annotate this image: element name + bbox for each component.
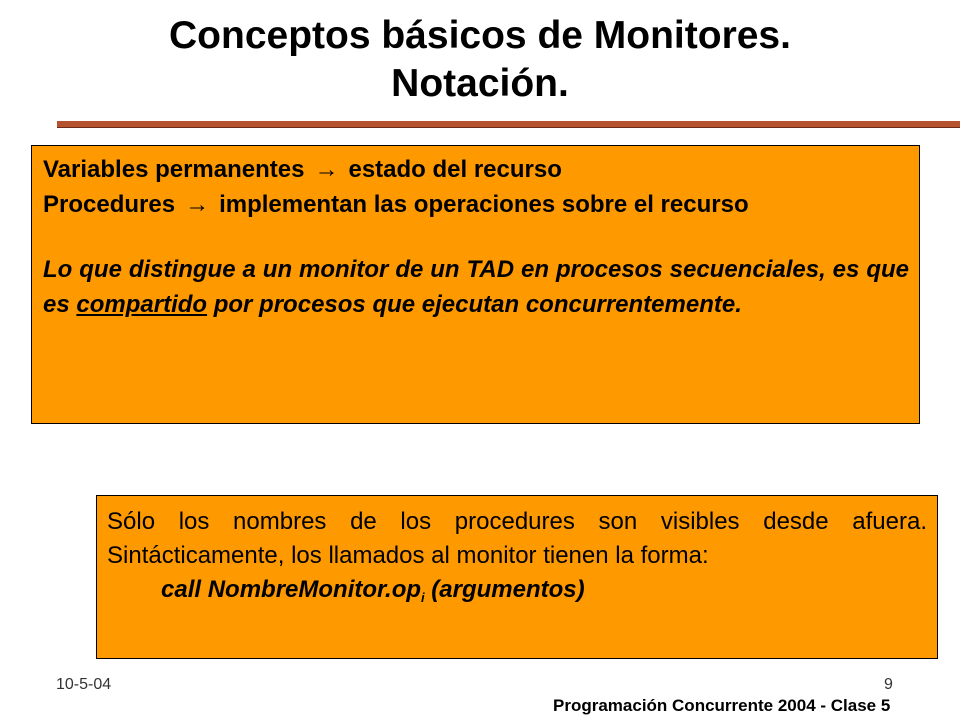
visibility-paragraph: Sólo los nombres de los procedures son visibles desde afuera. Sintácticamente, los llamados al monitor tienen la forma: xyxy=(107,508,927,569)
call-syntax-subscript: i xyxy=(421,590,425,605)
monitor-vs-tad-text-b: por procesos que ejecutan concurrentemente. xyxy=(207,291,742,318)
permanent-variables-label: Variables permanentes xyxy=(43,156,305,183)
shared-emphasis: compartido xyxy=(76,291,208,318)
call-syntax-b: (argumentos) xyxy=(424,576,585,603)
permanent-variables-line xyxy=(43,152,909,187)
call-syntax-line xyxy=(107,573,927,607)
call-syntax-a: call NombreMonitor.op xyxy=(161,576,422,603)
right-arrow-icon: → xyxy=(185,191,210,218)
course-footer: Programación Concurrente 2004 - Clase 5 xyxy=(553,696,891,715)
call-syntax-box xyxy=(96,495,938,659)
permanent-variables-desc: estado del recurso xyxy=(348,156,562,183)
monitor-vs-tad-paragraph xyxy=(43,252,909,322)
title-divider xyxy=(57,121,960,128)
slide-title-line-2: Notación. xyxy=(391,62,569,105)
monitor-vs-tad-text-a: Lo que distingue a un monitor de un TAD en procesos secuenciales, es que es xyxy=(43,256,909,318)
concepts-box xyxy=(31,145,920,424)
slide-number: 9 xyxy=(884,676,893,693)
right-arrow-icon: → xyxy=(314,156,339,183)
spacer xyxy=(43,222,909,252)
procedures-label: Procedures xyxy=(43,191,176,218)
slide-title xyxy=(0,12,960,108)
slide-date: 10-5-04 xyxy=(56,676,112,693)
procedures-desc: implementan las operaciones sobre el recurso xyxy=(219,191,749,218)
slide-title-line-1: Conceptos básicos de Monitores. xyxy=(169,14,791,57)
procedures-line xyxy=(43,187,909,222)
